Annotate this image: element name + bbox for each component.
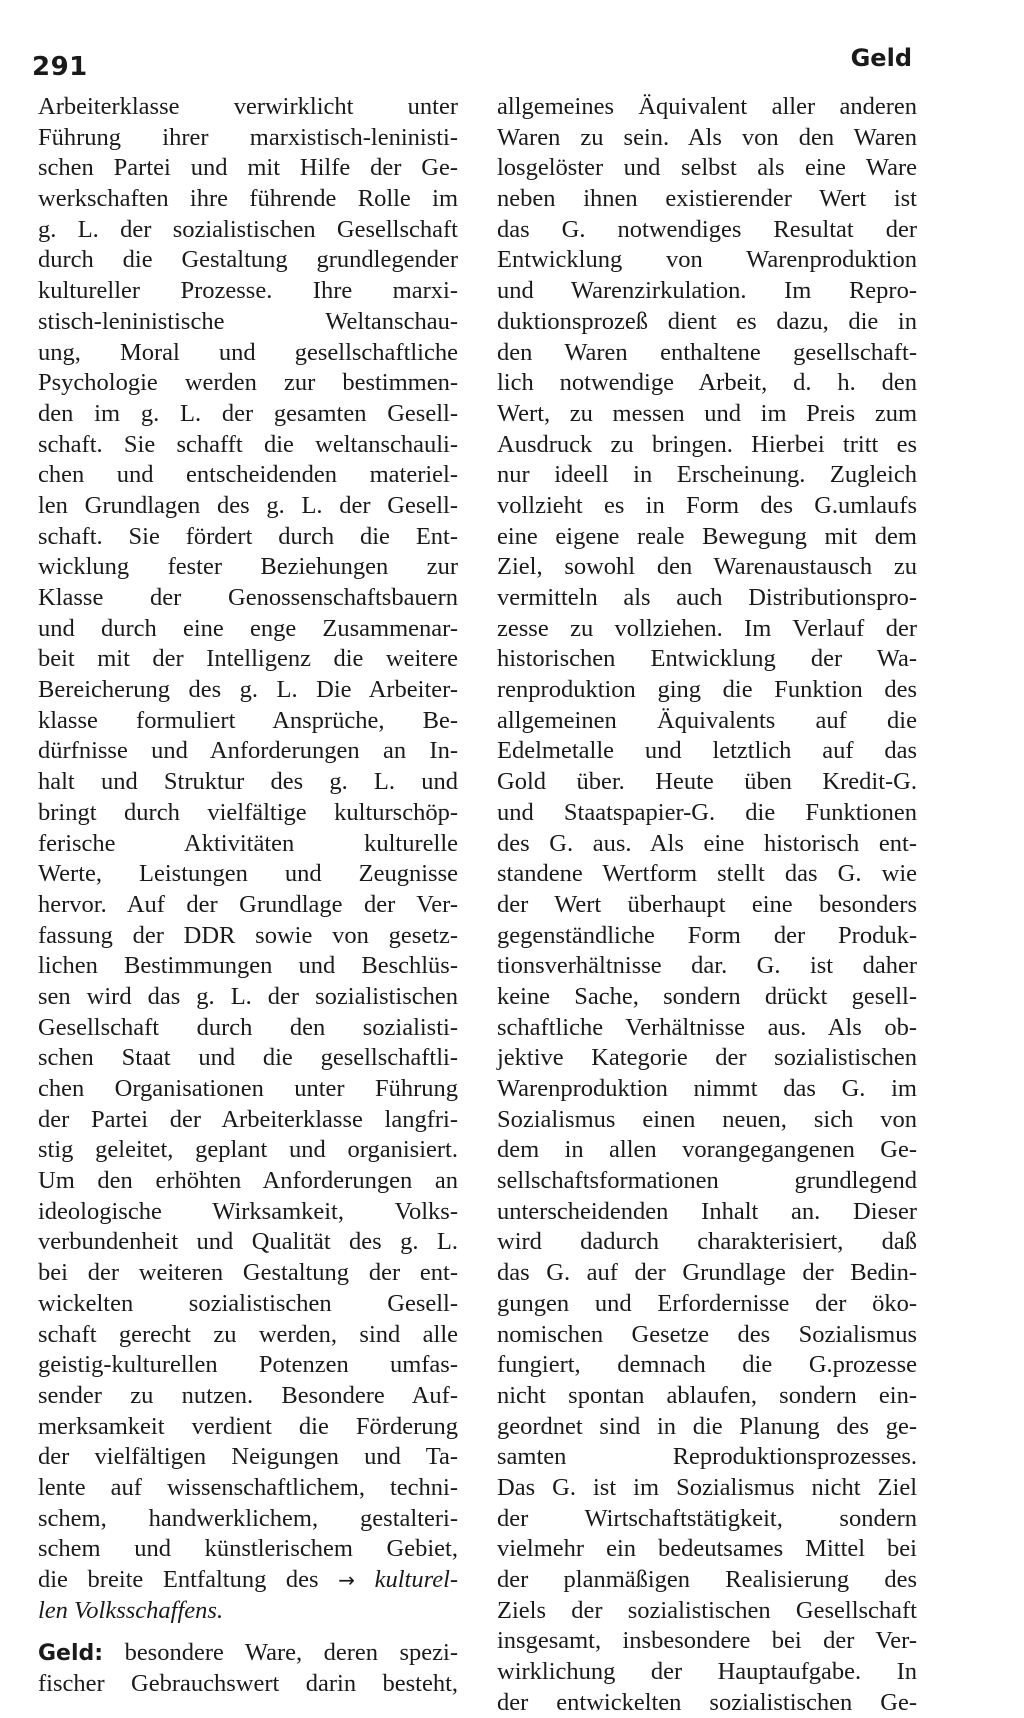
text-line: insgesamt, insbesondere bei der Ver-	[497, 1627, 917, 1655]
text-line: schaft. Sie fördert durch die Ent-	[38, 522, 458, 550]
text-line: schaftliche Verhältnisse aus. Als ob-	[497, 1013, 917, 1041]
entry-lemma-geld: Geld:	[38, 1641, 104, 1667]
text-line: verbundenheit und Qualität des g. L.	[38, 1228, 458, 1256]
text-line: allgemeines Äquivalent aller anderen	[497, 93, 917, 120]
text-line: fassung der DDR sowie von gesetz-	[38, 921, 458, 949]
text-line: len Grundlagen des g. L. der Gesell-	[38, 491, 458, 519]
text-line: duktionsprozeß dient es dazu, die in	[497, 307, 917, 335]
text-line: durch die Gestaltung grundlegender	[38, 246, 458, 274]
text-line: bringt durch vielfältige kulturschöp-	[38, 798, 458, 826]
text-line: gegenständliche Form der Produk-	[497, 921, 917, 949]
text-line: keine Sache, sondern drückt gesell-	[497, 982, 917, 1010]
text-line: geordnet sind in die Planung des ge-	[497, 1412, 917, 1440]
text-line: schen Partei und mit Hilfe der Ge-	[38, 154, 458, 182]
text-line: Bereicherung des g. L. Die Arbeiter-	[38, 676, 458, 704]
text-line: der Wirtschaftstätigkeit, sondern	[497, 1504, 917, 1532]
text-line: der entwickelten sozialistischen Ge-	[497, 1688, 917, 1716]
paragraph-gap	[38, 1626, 458, 1638]
text-line: hervor. Auf der Grundlage der Ver-	[38, 890, 458, 918]
xref-arrow-icon: →	[338, 1568, 355, 1592]
text-line: merksamkeit verdient die Förderung	[38, 1412, 458, 1440]
text-line: der vielfältigen Neigungen und Ta-	[38, 1443, 458, 1471]
text-line: der Partei der Arbeiterklasse langfri-	[38, 1105, 458, 1133]
text-line: Das G. ist im Sozialismus nicht Ziel	[497, 1473, 917, 1501]
text-line: den im g. L. der gesamten Gesell-	[38, 399, 458, 427]
text-line: schem und künstlerischem Gebiet,	[38, 1535, 458, 1563]
text-line: dem in allen vorangegangenen Ge-	[497, 1136, 917, 1164]
text-line: bei der weiteren Gestaltung der ent-	[38, 1259, 458, 1287]
text-line: stig geleitet, geplant und organisiert.	[38, 1136, 458, 1164]
entry-geld-second-line: fischer Gebrauchswert darin besteht,	[38, 1670, 458, 1698]
xref-term-continuation[interactable]: len Volksschaffens.	[38, 1596, 224, 1624]
text-line: renproduktion ging die Funktion des	[497, 676, 917, 704]
text-line: nomischen Gesetze des Sozialismus	[497, 1320, 917, 1348]
right-column	[497, 92, 917, 1718]
running-head: Geld	[850, 44, 912, 72]
text-line: neben ihnen existierender Wert ist	[497, 185, 917, 213]
text-line: Führung ihrer marxistisch-leninisti-	[38, 123, 458, 151]
left-column-lines	[38, 92, 458, 1565]
text-line: Ausdruck zu bringen. Hierbei tritt es	[497, 430, 917, 458]
text-line: halt und Struktur des g. L. und	[38, 768, 458, 796]
text-line: das G. auf der Grundlage der Bedin-	[497, 1259, 917, 1287]
text-line: vermitteln als auch Distributionspro-	[497, 584, 917, 611]
text-line: lich notwendige Arbeit, d. h. den	[497, 369, 917, 397]
text-line: standene Wertform stellt das G. wie	[497, 860, 917, 888]
text-line: Arbeiterklasse verwirklicht unter	[38, 93, 458, 120]
text-line: der Wert überhaupt eine besonders	[497, 890, 917, 918]
text-line: stisch-leninistische Weltanschau-	[38, 307, 458, 335]
text-line: wickelten sozialistischen Gesell-	[38, 1289, 458, 1317]
text-line: losgelöster und selbst als eine Ware	[497, 154, 917, 182]
text-line: Psychologie werden zur bestimmen-	[38, 369, 458, 397]
text-line: wirklichung der Hauptaufgabe. In	[497, 1658, 917, 1686]
text-line: und durch eine enge Zusammenar-	[38, 614, 458, 642]
text-line: und Staatspapier-G. die Funktionen	[497, 798, 917, 826]
text-line: schaft. Sie schafft die weltanschauli-	[38, 430, 458, 458]
text-line: schen Staat und die gesellschaftli-	[38, 1044, 458, 1072]
text-line: sender zu nutzen. Besondere Auf-	[38, 1381, 458, 1409]
text-line: sellschaftsformationen grundlegend	[497, 1167, 917, 1195]
text-line: ferische Aktivitäten kulturelle	[38, 829, 458, 857]
text-line: sen wird das g. L. der sozialistischen	[38, 982, 458, 1010]
text-line: chen Organisationen unter Führung	[38, 1075, 458, 1102]
text-line: werkschaften ihre führende Rolle im	[38, 185, 458, 213]
left-column	[38, 92, 458, 1700]
text-line: Sozialismus einen neuen, sich von	[497, 1105, 917, 1133]
text-line: chen und entscheidenden materiel-	[38, 461, 458, 489]
text-line: unterscheidenden Inhalt an. Dieser	[497, 1197, 917, 1225]
text-line: Gold über. Heute üben Kredit-G.	[497, 768, 917, 796]
entry-definition-start: besondere Ware, deren spezi-	[124, 1639, 458, 1667]
text-line: den Waren enthaltene gesellschaft-	[497, 338, 917, 366]
text-line: vollzieht es in Form des G.umlaufs	[497, 491, 917, 519]
text-line: geistig-kulturellen Potenzen umfas-	[38, 1351, 458, 1379]
text-line: dürfnisse und Anforderungen an In-	[38, 737, 458, 765]
text-line: Klasse der Genossenschaftsbauern	[38, 584, 458, 611]
text-line: zesse zu vollziehen. Im Verlauf der	[497, 614, 917, 642]
text-line: g. L. der sozialistischen Gesellschaft	[38, 215, 458, 243]
text-line: Ziel, sowohl den Warenaustausch zu	[497, 553, 917, 581]
text-line: klasse formuliert Ansprüche, Be-	[38, 706, 458, 734]
text-line: das G. notwendiges Resultat der	[497, 215, 917, 243]
text-line: Werte, Leistungen und Zeugnisse	[38, 860, 458, 888]
text-line: Gesellschaft durch den sozialisti-	[38, 1013, 458, 1041]
page-number: 291	[32, 52, 88, 82]
text-line: nur ideell in Erscheinung. Zugleich	[497, 461, 917, 489]
text-line: lente auf wissenschaftlichem, techni-	[38, 1473, 458, 1501]
text-line: wicklung fester Beziehungen zur	[38, 553, 458, 581]
text-line: Ziels der sozialistischen Gesellschaft	[497, 1596, 917, 1624]
text-line: allgemeinen Äquivalents auf die	[497, 706, 917, 734]
text-line: Waren zu sein. Als von den Waren	[497, 123, 917, 151]
text-line: vielmehr ein bedeutsames Mittel bei	[497, 1535, 917, 1563]
text-line: ung, Moral und gesellschaftliche	[38, 338, 458, 366]
xref-line	[38, 1565, 458, 1596]
text-line: des G. aus. Als eine historisch ent-	[497, 829, 917, 857]
text-line: Warenproduktion nimmt das G. im	[497, 1075, 917, 1102]
text-line: Wert, zu messen und im Preis zum	[497, 399, 917, 427]
text-line: kultureller Prozesse. Ihre marxi-	[38, 277, 458, 305]
text-line: fungiert, demnach die G.prozesse	[497, 1351, 917, 1379]
xref-term[interactable]: kulturel-	[374, 1566, 459, 1593]
text-line: schaft gerecht zu werden, sind alle	[38, 1320, 458, 1348]
text-line: wird dadurch charakterisiert, daß	[497, 1228, 917, 1256]
text-line: historischen Entwicklung der Wa-	[497, 645, 917, 673]
text-line: Edelmetalle und letztlich auf das	[497, 737, 917, 765]
entry-geld-first-line	[38, 1638, 458, 1669]
text-line: Um den erhöhten Anforderungen an	[38, 1167, 458, 1195]
text-line: gungen und Erfordernisse der öko-	[497, 1289, 917, 1317]
text-line: samten Reproduktionsprozesses.	[497, 1443, 917, 1471]
text-line: ideologische Wirksamkeit, Volks-	[38, 1197, 458, 1225]
text-line: lichen Bestimmungen und Beschlüs-	[38, 952, 458, 980]
text-line: der planmäßigen Realisierung des	[497, 1566, 917, 1593]
text-line: eine eigene reale Bewegung mit dem	[497, 522, 917, 550]
text-line: und Warenzirkulation. Im Repro-	[497, 277, 917, 305]
right-column-lines	[497, 92, 917, 1718]
text-line: tionsverhältnisse dar. G. ist daher	[497, 952, 917, 980]
text-line: beit mit der Intelligenz die weitere	[38, 645, 458, 673]
text-line: schem, handwerklichem, gestalteri-	[38, 1504, 458, 1532]
text-line: jektive Kategorie der sozialistischen	[497, 1044, 917, 1072]
text-line: nicht spontan ablaufen, sondern ein-	[497, 1381, 917, 1409]
xref-lead-text: die breite Entfaltung des	[38, 1566, 319, 1593]
text-line: Entwicklung von Warenproduktion	[497, 246, 917, 274]
